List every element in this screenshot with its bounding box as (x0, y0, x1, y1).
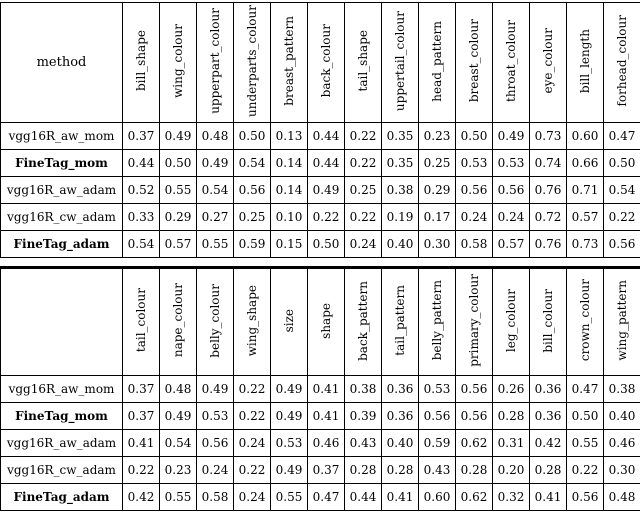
score-cell: 0.36 (530, 403, 567, 430)
score-cell: 0.42 (530, 430, 567, 457)
method-name: vgg16R_aw_mom (1, 123, 123, 150)
score-cell: 0.41 (308, 403, 345, 430)
score-cell: 0.28 (530, 457, 567, 484)
column-header (456, 269, 493, 376)
score-cell: 0.66 (567, 150, 604, 177)
column-header (382, 3, 419, 123)
score-cell: 0.53 (456, 150, 493, 177)
column-header (567, 3, 604, 123)
column-header-label: wing_pattern (615, 280, 629, 361)
table-row (1, 204, 640, 231)
score-cell: 0.37 (123, 123, 160, 150)
method-name: FineTag_adam (1, 231, 123, 258)
score-cell: 0.37 (308, 457, 345, 484)
column-header-label: underparts_colour (245, 4, 259, 117)
column-header-label: eye_colour (541, 28, 555, 94)
score-cell: 0.25 (419, 150, 456, 177)
score-cell: 0.60 (419, 484, 456, 511)
score-cell: 0.54 (197, 177, 234, 204)
column-header (493, 269, 530, 376)
score-cell: 0.56 (456, 177, 493, 204)
score-cell: 0.26 (493, 376, 530, 403)
score-cell: 0.54 (160, 430, 197, 457)
score-cell: 0.56 (493, 177, 530, 204)
column-header-label: back_pattern (356, 280, 370, 361)
score-cell: 0.56 (419, 403, 456, 430)
score-cell: 0.54 (234, 150, 271, 177)
score-cell: 0.53 (197, 403, 234, 430)
score-cell: 0.48 (197, 123, 234, 150)
score-cell: 0.24 (234, 430, 271, 457)
score-cell: 0.49 (160, 123, 197, 150)
table-row (1, 457, 640, 484)
table-row (1, 231, 640, 258)
score-cell: 0.50 (604, 150, 640, 177)
score-cell: 0.59 (419, 430, 456, 457)
score-cell: 0.44 (308, 123, 345, 150)
score-cell: 0.49 (160, 403, 197, 430)
header-row (1, 3, 640, 123)
score-cell: 0.23 (419, 123, 456, 150)
column-header (604, 269, 640, 376)
score-cell: 0.54 (123, 231, 160, 258)
score-cell: 0.29 (419, 177, 456, 204)
column-header (234, 269, 271, 376)
score-cell: 0.48 (604, 484, 640, 511)
column-header (160, 3, 197, 123)
score-cell: 0.43 (345, 430, 382, 457)
column-header-label: bill_shape (134, 30, 148, 92)
method-name: vgg16R_cw_adam (1, 204, 123, 231)
method-name: FineTag_mom (1, 150, 123, 177)
column-header (530, 3, 567, 123)
header-row (1, 269, 640, 376)
column-header-label: size (282, 308, 296, 333)
score-cell: 0.41 (123, 430, 160, 457)
score-cell: 0.57 (160, 231, 197, 258)
column-header-label: tail_shape (356, 30, 370, 92)
score-cell: 0.57 (493, 231, 530, 258)
score-cell: 0.22 (234, 457, 271, 484)
score-cell: 0.52 (123, 177, 160, 204)
score-cell: 0.47 (604, 123, 640, 150)
score-cell: 0.25 (234, 204, 271, 231)
score-cell: 0.22 (345, 150, 382, 177)
score-cell: 0.50 (456, 123, 493, 150)
score-cell: 0.60 (567, 123, 604, 150)
column-header-label: shape (319, 302, 333, 339)
score-cell: 0.36 (382, 403, 419, 430)
column-header-label: forhead_colour (615, 15, 629, 107)
score-cell: 0.30 (604, 457, 640, 484)
column-header-label: back_colour (319, 24, 333, 98)
score-cell: 0.28 (345, 457, 382, 484)
score-cell: 0.41 (530, 484, 567, 511)
score-cell: 0.46 (308, 430, 345, 457)
score-cell: 0.74 (530, 150, 567, 177)
column-header (271, 3, 308, 123)
score-cell: 0.48 (160, 376, 197, 403)
score-cell: 0.30 (419, 231, 456, 258)
score-cell: 0.24 (234, 484, 271, 511)
score-cell: 0.19 (382, 204, 419, 231)
score-cell: 0.47 (308, 484, 345, 511)
table-row (1, 376, 640, 403)
table-row (1, 150, 640, 177)
column-header (530, 269, 567, 376)
score-cell: 0.50 (160, 150, 197, 177)
method-name: vgg16R_aw_mom (1, 376, 123, 403)
method-header (1, 269, 123, 376)
score-cell: 0.57 (567, 204, 604, 231)
score-cell: 0.58 (456, 231, 493, 258)
score-cell: 0.38 (382, 177, 419, 204)
column-header-label: throat_colour (504, 20, 518, 102)
score-cell: 0.49 (197, 376, 234, 403)
column-header-label: bill_length (578, 28, 592, 94)
score-cell: 0.35 (382, 150, 419, 177)
column-header-label: crown_colour (578, 279, 592, 362)
score-cell: 0.55 (160, 177, 197, 204)
score-cell: 0.22 (123, 457, 160, 484)
score-cell: 0.40 (382, 231, 419, 258)
score-cell: 0.41 (308, 376, 345, 403)
score-cell: 0.23 (160, 457, 197, 484)
score-cell: 0.56 (234, 177, 271, 204)
column-header (567, 269, 604, 376)
score-cell: 0.20 (493, 457, 530, 484)
score-cell: 0.53 (493, 150, 530, 177)
column-header-label: bill_colour (541, 288, 555, 353)
results-table-bottom (0, 268, 640, 511)
score-cell: 0.53 (419, 376, 456, 403)
column-header (160, 269, 197, 376)
score-cell: 0.40 (382, 430, 419, 457)
score-cell: 0.49 (271, 457, 308, 484)
column-header (419, 269, 456, 376)
score-cell: 0.50 (308, 231, 345, 258)
column-header (604, 3, 640, 123)
score-cell: 0.22 (234, 376, 271, 403)
score-cell: 0.49 (308, 177, 345, 204)
score-cell: 0.43 (419, 457, 456, 484)
score-cell: 0.62 (456, 484, 493, 511)
column-header (308, 269, 345, 376)
column-header-label: belly_colour (208, 283, 222, 358)
table-row (1, 123, 640, 150)
column-header (456, 3, 493, 123)
score-cell: 0.49 (493, 123, 530, 150)
method-name: vgg16R_aw_adam (1, 430, 123, 457)
score-cell: 0.55 (567, 430, 604, 457)
score-cell: 0.22 (567, 457, 604, 484)
score-cell: 0.56 (567, 484, 604, 511)
method-name: FineTag_mom (1, 403, 123, 430)
score-cell: 0.22 (345, 123, 382, 150)
score-cell: 0.14 (271, 150, 308, 177)
score-cell: 0.38 (604, 376, 640, 403)
score-cell: 0.37 (123, 403, 160, 430)
score-cell: 0.50 (567, 403, 604, 430)
column-header-label: wing_colour (171, 24, 185, 98)
score-cell: 0.39 (345, 403, 382, 430)
column-header (493, 3, 530, 123)
score-cell: 0.32 (493, 484, 530, 511)
score-cell: 0.24 (493, 204, 530, 231)
column-header-label: tail_colour (134, 288, 148, 353)
score-cell: 0.53 (271, 430, 308, 457)
column-header-label: upperpart_colour (208, 8, 222, 114)
column-header-label: breast_pattern (282, 16, 296, 106)
score-cell: 0.27 (197, 204, 234, 231)
method-name: vgg16R_cw_adam (1, 457, 123, 484)
score-cell: 0.25 (345, 177, 382, 204)
score-cell: 0.29 (160, 204, 197, 231)
score-cell: 0.47 (567, 376, 604, 403)
score-cell: 0.24 (456, 204, 493, 231)
score-cell: 0.36 (382, 376, 419, 403)
score-cell: 0.76 (530, 231, 567, 258)
score-cell: 0.42 (123, 484, 160, 511)
column-header (419, 3, 456, 123)
score-cell: 0.56 (456, 403, 493, 430)
column-header-label: belly_pattern (430, 280, 444, 361)
score-cell: 0.44 (308, 150, 345, 177)
score-cell: 0.28 (456, 457, 493, 484)
column-header (197, 269, 234, 376)
table-row (1, 484, 640, 511)
score-cell: 0.44 (123, 150, 160, 177)
score-cell: 0.71 (567, 177, 604, 204)
column-header (234, 3, 271, 123)
column-header (308, 3, 345, 123)
score-cell: 0.41 (382, 484, 419, 511)
score-cell: 0.22 (308, 204, 345, 231)
score-cell: 0.22 (234, 403, 271, 430)
method-name: vgg16R_aw_adam (1, 177, 123, 204)
score-cell: 0.31 (493, 430, 530, 457)
table-row (1, 403, 640, 430)
score-cell: 0.40 (604, 403, 640, 430)
score-cell: 0.56 (604, 231, 640, 258)
score-cell: 0.49 (271, 376, 308, 403)
score-cell: 0.49 (197, 150, 234, 177)
score-cell: 0.76 (530, 177, 567, 204)
score-cell: 0.49 (271, 403, 308, 430)
score-cell: 0.28 (382, 457, 419, 484)
table-row (1, 177, 640, 204)
method-header: method (1, 3, 123, 123)
column-header-label: uppertail_colour (393, 10, 407, 112)
column-header-label: leg_colour (504, 288, 518, 353)
score-cell: 0.36 (530, 376, 567, 403)
results-table-top (0, 2, 640, 258)
score-cell: 0.55 (160, 484, 197, 511)
score-cell: 0.44 (345, 484, 382, 511)
score-cell: 0.73 (567, 231, 604, 258)
score-cell: 0.55 (271, 484, 308, 511)
column-header (123, 3, 160, 123)
score-cell: 0.62 (456, 430, 493, 457)
score-cell: 0.54 (604, 177, 640, 204)
table-row (1, 430, 640, 457)
score-cell: 0.46 (604, 430, 640, 457)
score-cell: 0.13 (271, 123, 308, 150)
score-cell: 0.72 (530, 204, 567, 231)
score-cell: 0.58 (197, 484, 234, 511)
score-cell: 0.17 (419, 204, 456, 231)
score-cell: 0.50 (234, 123, 271, 150)
score-cell: 0.56 (456, 376, 493, 403)
column-header (197, 3, 234, 123)
score-cell: 0.55 (197, 231, 234, 258)
score-cell: 0.59 (234, 231, 271, 258)
column-header (382, 269, 419, 376)
column-header-label: nape_colour (171, 283, 185, 358)
score-cell: 0.24 (197, 457, 234, 484)
score-cell: 0.56 (197, 430, 234, 457)
score-cell: 0.14 (271, 177, 308, 204)
score-cell: 0.28 (493, 403, 530, 430)
score-cell: 0.33 (123, 204, 160, 231)
column-header (271, 269, 308, 376)
column-header (345, 269, 382, 376)
score-cell: 0.38 (345, 376, 382, 403)
score-cell: 0.73 (530, 123, 567, 150)
score-cell: 0.22 (604, 204, 640, 231)
column-header-label: tail_pattern (393, 285, 407, 356)
column-header-label: primary_colour (467, 274, 481, 367)
column-header (345, 3, 382, 123)
score-cell: 0.22 (345, 204, 382, 231)
score-cell: 0.37 (123, 376, 160, 403)
column-header (123, 269, 160, 376)
column-header-label: wing_shape (245, 284, 259, 357)
score-cell: 0.24 (345, 231, 382, 258)
column-header-label: breast_colour (467, 19, 481, 103)
score-cell: 0.10 (271, 204, 308, 231)
method-name: FineTag_adam (1, 484, 123, 511)
score-cell: 0.35 (382, 123, 419, 150)
column-header-label: head_pattern (430, 20, 444, 102)
score-cell: 0.15 (271, 231, 308, 258)
